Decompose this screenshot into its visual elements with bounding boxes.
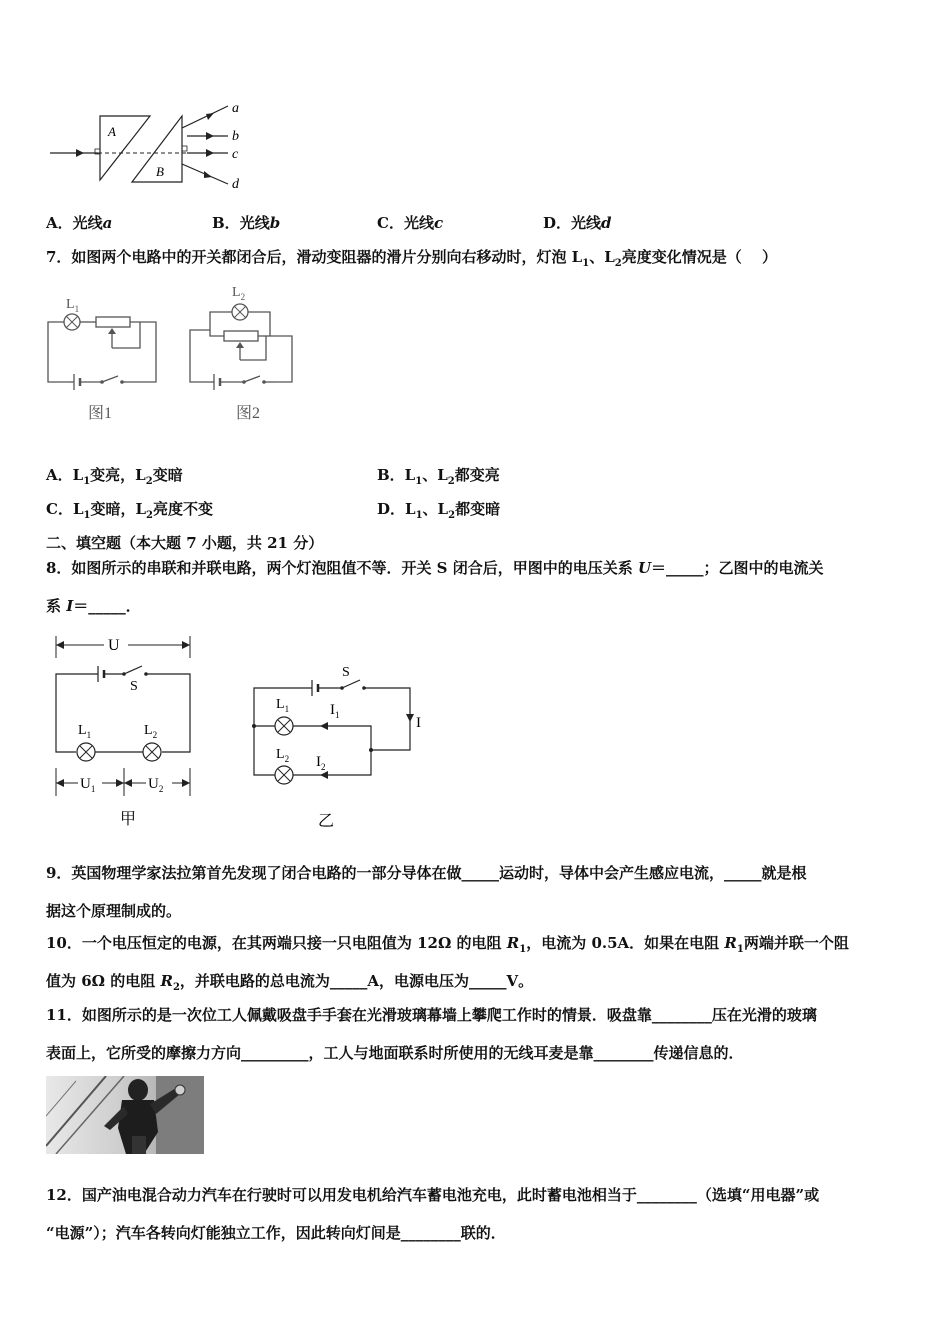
q8-line-2: 系 I＝_____．	[46, 597, 141, 615]
fig7-lamp2-label: $L_2$	[232, 285, 246, 302]
fig8-caption-right: 乙	[318, 813, 335, 830]
q7-stem: 7．如图两个电路中的开关都闭合后，滑动变阻器的滑片分别向右移动时，灯泡 $L_1$、$L_2$亮度变化情况是（ ）	[46, 248, 777, 269]
q6-option-c[interactable]: C．光线c	[377, 214, 444, 232]
fig8-l2-label: $L_2$	[144, 723, 158, 740]
ray-c-label: c	[232, 147, 239, 162]
section-heading: 二、填空题（本大题 7 小题，共 21 分）	[46, 534, 324, 552]
fig8-s2-label: S	[342, 665, 350, 680]
q10-line-1: 10．一个电压恒定的电源，在其两端只接一只电阻值为 12Ω 的电阻 $R_1$，电流为 0.5A．如果在电阻 $R_1$两端并联一个阻	[46, 934, 849, 955]
q8-line-1: 8．如图所示的串联和并联电路，两个灯泡阻值不等．开关 S 闭合后，甲图中的电压关系 U＝_____；乙图中的电流关	[46, 559, 824, 577]
q9-line-1: 9．英国物理学家法拉第首先发现了闭合电路的一部分导体在做_____运动时，导体中会产生感应电流，_____就是根	[46, 864, 807, 882]
q11-line-1: 11．如图所示的是一次位工人佩戴吸盘手手套在光滑玻璃幕墙上攀爬工作时的情景．吸盘靠________压在光滑的玻璃	[46, 1006, 817, 1024]
fig8-u-label: U	[108, 637, 120, 654]
fig7-lamp1-label: $L_1$	[66, 297, 80, 314]
q7-option-a[interactable]: A．$L_1$变亮，$L_2$变暗	[46, 466, 183, 487]
fig8-l1-label: $L_1$	[78, 723, 92, 740]
q7-option-b[interactable]: B．$L_1$、$L_2$都变亮	[377, 466, 500, 487]
q11-line-2: 表面上，它所受的摩擦力方向_________，工人与地面联系时所使用的无线耳麦是靠________传递信息的．	[46, 1044, 744, 1062]
window-climber-photo	[46, 1076, 204, 1154]
fig8-u1-label: $U_1$	[80, 776, 96, 794]
fig8-i2-label: $I_2$	[316, 754, 326, 772]
fig8-u2-label: $U_2$	[148, 776, 164, 794]
ray-a-label: a	[232, 101, 239, 116]
fig8-s-label: S	[130, 679, 138, 694]
q7-circuits-figure	[44, 278, 306, 428]
q6-option-b[interactable]: B．光线b	[212, 214, 281, 232]
q10-line-2: 值为 6Ω 的电阻 $R_2$，并联电路的总电流为_____A，电源电压为_____V。	[46, 972, 534, 993]
q12-line-2: “电源”）；汽车各转向灯能独立工作，因此转向灯间是________联的．	[46, 1224, 506, 1242]
ray-b-label: b	[232, 129, 239, 144]
fig8-i1-label: $I_1$	[330, 702, 340, 720]
q6-option-d[interactable]: D．光线d	[543, 214, 612, 232]
prism-a-label: A	[108, 124, 116, 139]
ray-d-label: d	[232, 177, 239, 192]
q8-circuits-figure	[46, 628, 446, 834]
q7-option-c[interactable]: C．$L_1$变暗，$L_2$亮度不变	[46, 500, 214, 521]
fig7-caption-2: 图2	[236, 405, 261, 422]
q9-line-2: 据这个原理制成的。	[46, 902, 182, 920]
q6-option-a[interactable]: A．光线a	[46, 214, 113, 232]
prism-b-label: B	[156, 164, 164, 179]
prism-figure	[46, 98, 256, 198]
fig8-caption-left: 甲	[120, 811, 137, 828]
fig8-i-label: I	[416, 715, 421, 731]
q7-option-d[interactable]: D．$L_1$、$L_2$都变暗	[377, 500, 501, 521]
fig7-caption-1: 图1	[88, 405, 113, 422]
q12-line-1: 12．国产油电混合动力汽车在行驶时可以用发电机给汽车蓄电池充电，此时蓄电池相当于________（选填“用电器”或	[46, 1186, 820, 1204]
fig8-l1b-label: $L_1$	[276, 697, 290, 714]
fig8-l2b-label: $L_2$	[276, 747, 290, 764]
